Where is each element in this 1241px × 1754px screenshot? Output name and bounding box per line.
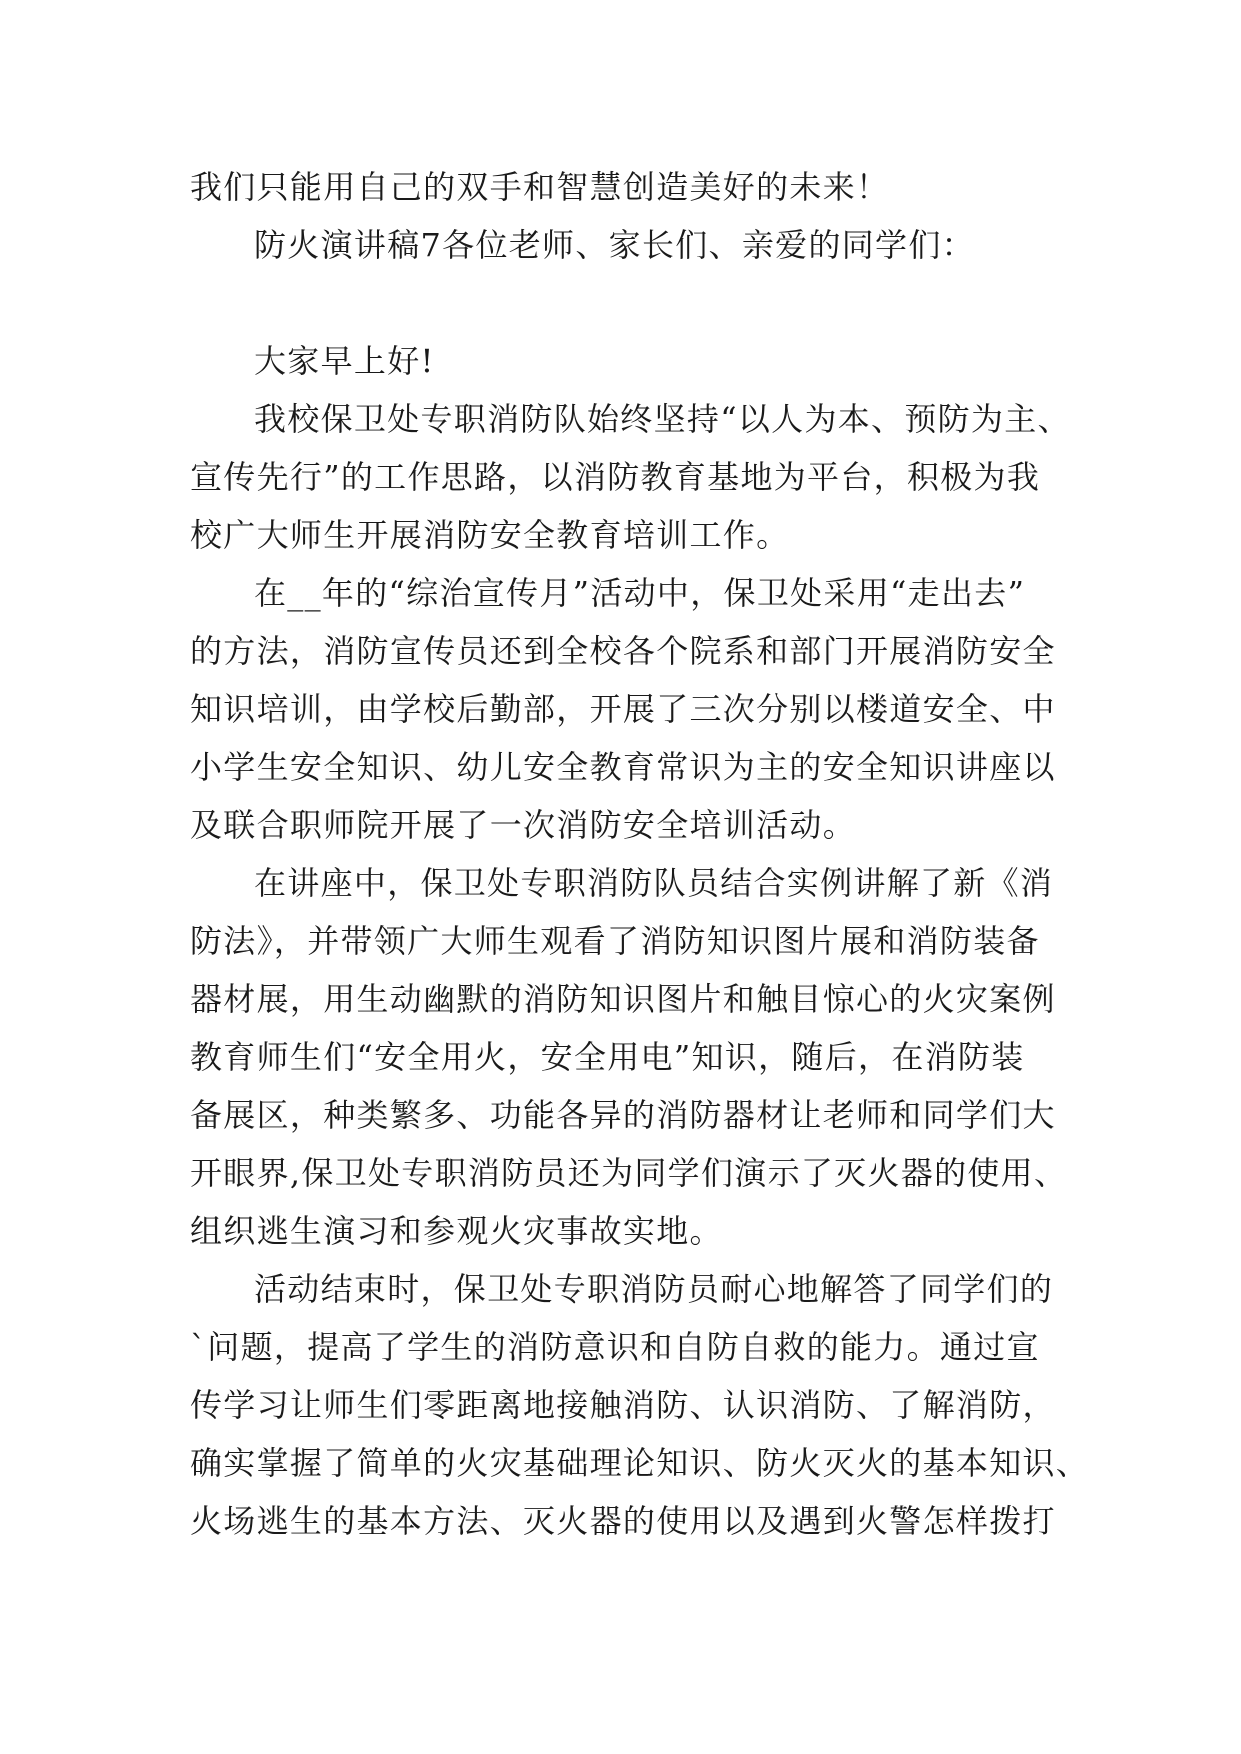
document-body	[190, 158, 1090, 1550]
text-line: 防火演讲稿7各位老师、家长们、亲爱的同学们：	[254, 226, 975, 264]
text-line: 教育师生们“安全用火，安全用电”知识，随后，在消防装	[190, 1038, 1025, 1076]
text-line: 校广大师生开展消防安全教育培训工作。	[190, 516, 790, 554]
text-line: 组织逃生演习和参观火灾事故实地。	[190, 1212, 723, 1250]
text-line: 火场逃生的基本方法、灭火器的使用以及遇到火警怎样拨打	[190, 1502, 1056, 1540]
text-line: 我们只能用自己的双手和智慧创造美好的未来！	[190, 168, 890, 206]
text-line: `问题，提高了学生的消防意识和自防自救的能力。通过宣	[190, 1328, 1040, 1366]
text-line: 确实掌握了简单的火灾基础理论知识、防火灭火的基本知识、	[190, 1444, 1090, 1482]
text-line: 开眼界,保卫处专职消防员还为同学们演示了灭火器的使用、	[190, 1154, 1068, 1192]
text-line: 的方法，消防宣传员还到全校各个院系和部门开展消防安全	[190, 632, 1056, 670]
text-line: 知识培训，由学校后勤部，开展了三次分别以楼道安全、中	[190, 690, 1056, 728]
blank-line	[190, 274, 1052, 332]
text-line: 大家早上好!	[254, 342, 435, 380]
text-line: 小学生安全知识、幼儿安全教育常识为主的安全知识讲座以	[190, 748, 1056, 786]
text-line: 活动结束时，保卫处专职消防员耐心地解答了同学们的	[254, 1270, 1054, 1308]
text-line: 备展区，种类繁多、功能各异的消防器材让老师和同学们大	[190, 1096, 1056, 1134]
text-line: 防法》，并带领广大师生观看了消防知识图片展和消防装备	[190, 922, 1040, 960]
text-line: 在讲座中，保卫处专职消防队员结合实例讲解了新《消	[254, 864, 1054, 902]
text-line: 宣传先行”的工作思路，以消防教育基地为平台，积极为我	[190, 458, 1041, 496]
text-line: 我校保卫处专职消防队始终坚持“以人为本、预防为主、	[254, 400, 1071, 438]
text-line: 在__年的“综治宣传月”活动中，保卫处采用“走出去”	[254, 574, 1026, 612]
text-line: 传学习让师生们零距离地接触消防、认识消防、了解消防，	[190, 1386, 1056, 1424]
text-line: 及联合职师院开展了一次消防安全培训活动。	[190, 806, 857, 844]
text-line: 器材展，用生动幽默的消防知识图片和触目惊心的火灾案例	[190, 980, 1056, 1018]
